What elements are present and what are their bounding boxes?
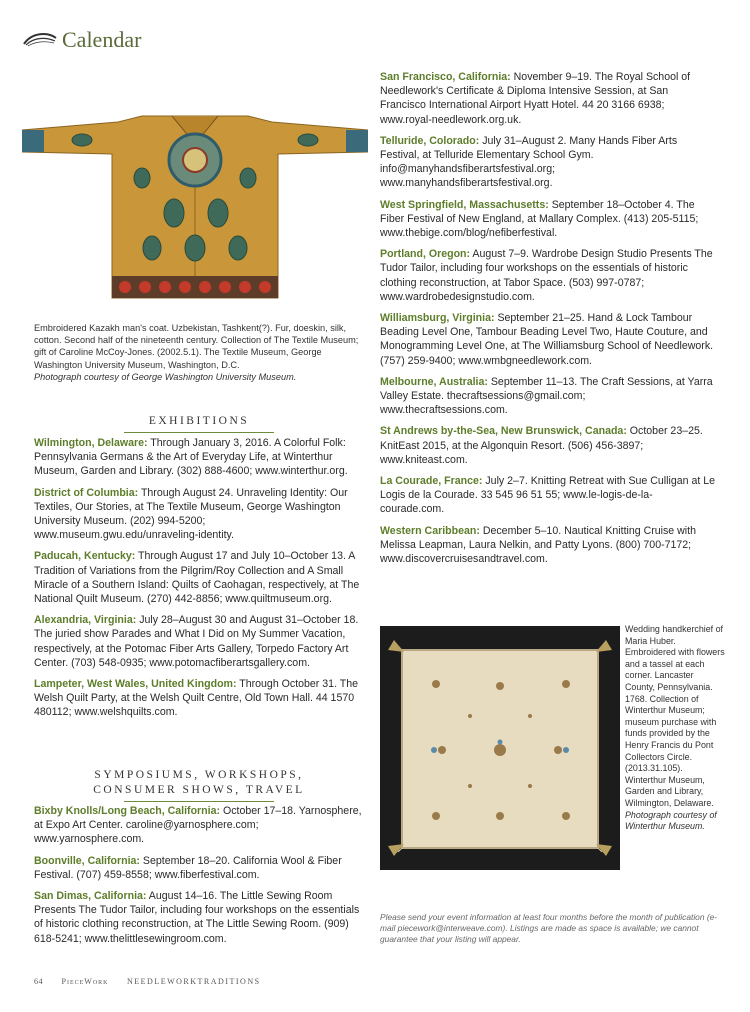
- wedding-handkerchief-image: [380, 626, 620, 870]
- entry-text: October 17–18. Yarnosphere, at Expo Art Center. caroline@yarnosphere.com; www.yarnosphere.com.: [34, 805, 362, 846]
- page-title: Calendar: [62, 27, 142, 52]
- magazine-name: PieceWork: [61, 977, 109, 986]
- event-entry: [380, 474, 716, 517]
- entry-place: District of Columbia:: [34, 486, 139, 499]
- handkerchief-caption: [625, 624, 725, 833]
- submission-note: Please send your event information at least four months before the month of publication (e-mail piecework@interweave.com). Listings are made as space is available; we cannot guarantee that your listing will appear.: [380, 912, 718, 944]
- entry-text: October 23–25. KnitEast 2015, at the Algonquin Resort. (506) 456-3897; www.kniteast.com.: [380, 425, 703, 466]
- event-entry: [380, 424, 716, 467]
- symposiums-heading-line2: CONSUMER SHOWS, TRAVEL: [93, 784, 305, 796]
- symposiums-list: [34, 804, 364, 953]
- exhibitions-heading: [34, 414, 364, 433]
- entry-place: West Springfield, Massachusetts:: [380, 198, 549, 211]
- exhibition-entry: [34, 549, 364, 606]
- entry-place: Lampeter, West Wales, United Kingdom:: [34, 678, 237, 691]
- entry-place: Wilmington, Delaware:: [34, 437, 148, 449]
- events-right-list: [380, 70, 716, 573]
- kazakh-coat-image: [22, 108, 368, 308]
- symposiums-heading: [34, 768, 364, 802]
- entry-place: Western Caribbean:: [380, 524, 480, 537]
- handkerchief-caption-text: Wedding handkerchief of Maria Huber. Embroidered with flowers and a tassel at each corner. Lancaster County, Pennsylvania. 1768. Collection of Winterthur Museum; museum purchase with funds provided by the Henry Francis du Pont Collectors Circle. (2013.31.105). Winterthur Museum, Garden and Library, Wilmington, Delaware.: [625, 624, 725, 808]
- event-entry: [380, 70, 716, 127]
- entry-text: August 7–9. Wardrobe Design Studio Presents The Tudor Tailor, including four workshops on the essentials of historic clothing reconstruction, at Tabor Space. (503) 997-0787; www.wardrobedesignstudio.com.: [380, 248, 713, 303]
- exhibition-entry: [34, 677, 364, 720]
- entry-text: September 21–25. Hand & Lock Tambour Beading Level One, Tambour Beading Level Two, Haute Couture, and Monogramming Level One, at The Williamsburg School of Needlework. (757) 259-9400; www.wmbgneedlework.com.: [380, 312, 714, 367]
- entry-place: Melbourne, Australia:: [380, 375, 488, 388]
- event-entry: [380, 134, 716, 191]
- exhibition-entry: [34, 436, 364, 479]
- swoosh-logo-icon: [22, 30, 58, 50]
- entry-place: Bixby Knolls/Long Beach, California:: [34, 805, 221, 817]
- entry-text: December 5–10. Nautical Knitting Cruise with Melissa Leapman, Laura Nelkin, and Patty Lyons. (800) 700-7172; www.discovercruisesandtravel.com.: [380, 524, 696, 566]
- event-entry: [380, 311, 716, 368]
- entry-text: July 31–August 2. Many Hands Fiber Arts Festival, at Telluride Elementary School Gym. info@manyhandsfiberartsfestival.org; www.manyhandsfiberartsfestival.org.: [380, 134, 678, 190]
- entry-place: Paducah, Kentucky:: [34, 550, 136, 563]
- exhibitions-heading-text: EXHIBITIONS: [148, 415, 250, 427]
- entry-text: September 11–13. The Craft Sessions, at Yarra Valley Estate. thecraftsessions@gmail.com; www.thecraftsessions.com.: [380, 375, 713, 417]
- entry-text: July 2–7. Knitting Retreat with Sue Culligan at Le Logis de la Courade. 33 545 96 51 55; www.le-logis-de-la-courade.com.: [380, 475, 716, 516]
- event-entry: [380, 375, 716, 418]
- exhibitions-list: [34, 436, 364, 727]
- entry-text: Through August 17 and July 10–October 13. A Tradition of Variations from the Pilgrim/Roy Collection and A Small Miracle of a Southern Island: Quilts of Caohagan, respectively, at The National Quilt Museum. (270) 442-8856; www.quiltmuseum.org.: [34, 550, 360, 606]
- entry-place: Alexandria, Virginia:: [34, 614, 137, 627]
- coat-photo-credit: Photograph courtesy of George Washington University Museum.: [34, 371, 297, 382]
- exhibitions-rule: [124, 432, 274, 433]
- page-header: [22, 26, 141, 54]
- entry-text: August 14–16. The Little Sewing Room Presents The Tudor Tailor, including four workshops on the essentials of historic clothing reconstruction, at The Little Sewing Room. (909) 618-5241; www.thelittlesewingroom.com.: [34, 890, 360, 945]
- entry-text: Through October 31. The Welsh Quilt Party, at the Welsh Quilt Centre, Old Town Hall. 44 1570 480112; www.welshquilts.com.: [34, 678, 359, 719]
- event-entry: [380, 247, 716, 304]
- coat-caption: [34, 322, 364, 383]
- entry-text: Through January 3, 2016. A Colorful Folk: Pennsylvania Germans & the Art of Everyday Life, at Winterthur Museum, Garden and Library. (302) 888-4600; www.winterthur.org.: [34, 437, 348, 478]
- entry-place: San Dimas, California:: [34, 890, 147, 903]
- event-entry: [34, 804, 364, 847]
- exhibition-entry: [34, 486, 364, 543]
- symposiums-heading-line1: SYMPOSIUMS, WORKSHOPS,: [94, 769, 304, 781]
- entry-place: La Courade, France:: [380, 475, 483, 488]
- entry-place: Williamsburg, Virginia:: [380, 312, 495, 325]
- page-number: 64: [34, 977, 43, 986]
- entry-text: September 18–20. California Wool & Fiber Festival. (707) 459-8558; www.fiberfestival.com.: [34, 854, 342, 881]
- event-entry: [380, 198, 716, 241]
- entry-text: Through August 24. Unraveling Identity: Our Textiles, Our Stories, at The Textile Museum, George Washington University Museum. (202) 994-5200; www.museum.gwu.edu/unraveling-identity.: [34, 486, 348, 542]
- page-footer: [34, 977, 277, 986]
- entry-place: Portland, Oregon:: [380, 248, 471, 261]
- entry-text: July 28–August 30 and August 31–October 18. The juried show Parades and What I Did on My Summer Vacation, respectively, at the Potomac Fiber Arts Gallery, Torpedo Factory Art Center. (703) 548-0935; www.potomacfiberartsgallery.com.: [34, 614, 359, 669]
- entry-text: November 9–19. The Royal School of Needlework's Certificate & Diploma Intensive Session, at San Francisco International Airport Hyatt Hotel. 44 20 3166 6938; www.royal-needlework.org.uk.: [380, 71, 691, 126]
- entry-place: Boonville, California:: [34, 854, 140, 867]
- handkerchief-photo-credit: Photograph courtesy of Winterthur Museum.: [625, 809, 717, 832]
- event-entry: [34, 854, 364, 882]
- symposiums-rule: [124, 801, 274, 802]
- entry-place: San Francisco, California:: [380, 71, 511, 83]
- event-entry: [34, 889, 364, 946]
- entry-place: St Andrews by-the-Sea, New Brunswick, Canada:: [380, 425, 627, 438]
- entry-place: Telluride, Colorado:: [380, 134, 480, 147]
- exhibition-entry: [34, 613, 364, 670]
- event-entry: [380, 524, 716, 567]
- magazine-tagline: NEEDLEWORKTRADITIONS: [127, 977, 261, 986]
- entry-text: September 18–October 4. The Fiber Festival of New England, at Mallary Complex. (413) 205-5115; www.thebige.com/blog/nefiberfestival.: [380, 198, 699, 240]
- coat-caption-text: Embroidered Kazakh man's coat. Uzbekistan, Tashkent(?). Fur, doeskin, silk, cotton. Second half of the nineteenth century. Collection of The Textile Museum; gift of Caroline McCoy-Jones. (2002.5.1). The Textile Museum, George Washington University Museum, Washington, D.C.: [34, 323, 359, 370]
